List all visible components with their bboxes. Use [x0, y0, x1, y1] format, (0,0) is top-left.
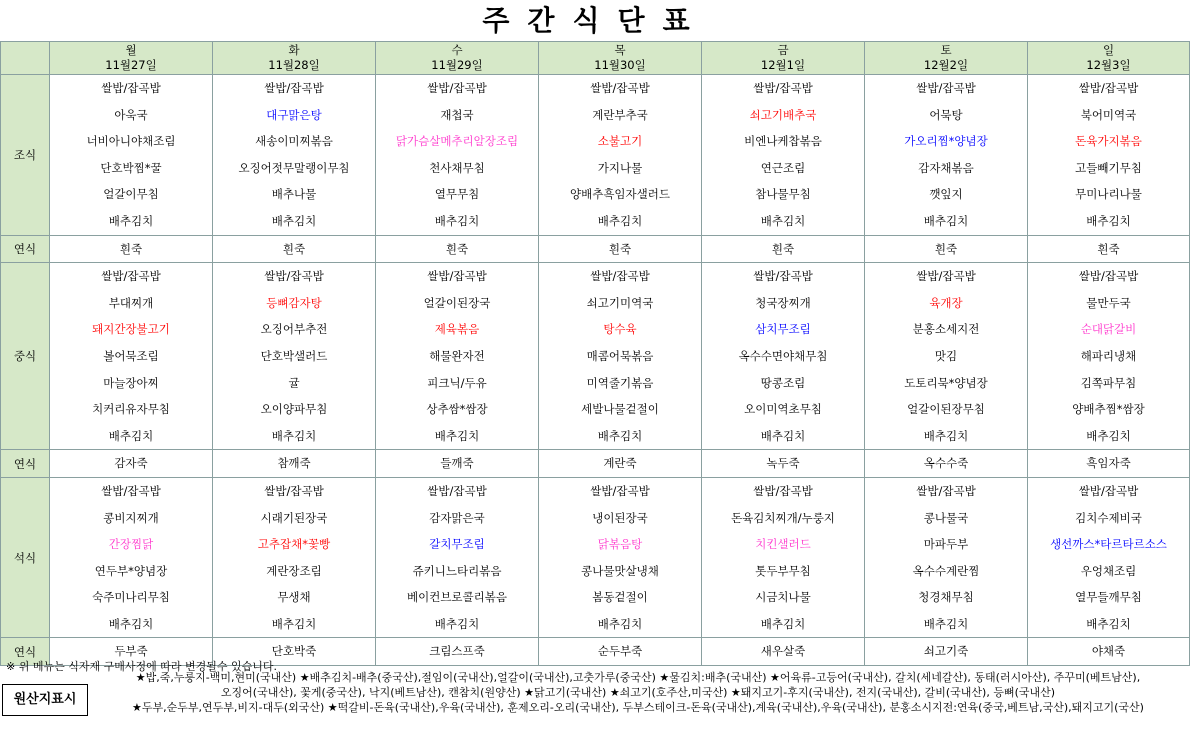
menu-cell — [213, 235, 376, 263]
menu-item: 흰죽 — [119, 241, 143, 256]
meal-row — [1, 235, 1190, 263]
menu-item: 열무무침 — [434, 187, 480, 202]
menu-item: 어묵탕 — [929, 107, 963, 122]
menu-item: 치커리유자무침 — [92, 402, 170, 417]
menu-cell — [376, 75, 539, 236]
menu-cell — [1028, 75, 1190, 236]
menu-item: 순대닭갈비 — [1080, 322, 1137, 337]
menu-item: 청경채무침 — [918, 590, 974, 605]
menu-item: 열무들깨무침 — [1075, 590, 1142, 605]
menu-item: 쌀밥/잡곡밥 — [101, 81, 161, 95]
day-date: 11월27일 — [105, 58, 157, 72]
day-header — [1028, 42, 1190, 75]
page-title: 주간식단표 — [482, 4, 708, 37]
menu-cell — [213, 477, 376, 638]
menu-item: 탕수육 — [603, 322, 637, 337]
menu-item: 재첩국 — [440, 107, 474, 122]
menu-cell — [1028, 477, 1190, 638]
menu-item: 청국장찌개 — [755, 295, 811, 310]
meal-label: 조식 — [1, 75, 50, 236]
menu-item: 닭볶음탕 — [597, 537, 643, 552]
menu-item: 감자죽 — [114, 456, 148, 471]
origin-info — [90, 670, 1186, 715]
menu-item: 쌀밥/잡곡밥 — [916, 483, 976, 498]
menu-item: 배추김치 — [108, 428, 154, 443]
menu-item: 배추김치 — [597, 213, 643, 228]
menu-item: 쌀밥/잡곡밥 — [427, 269, 487, 284]
menu-cell — [539, 477, 702, 638]
footer — [0, 658, 1190, 734]
menu-cell — [50, 263, 213, 450]
menu-item: 야채죽 — [1091, 644, 1126, 659]
menu-item: 양배추찜*쌈장 — [1072, 402, 1145, 417]
menu-item: 연근조림 — [760, 160, 806, 175]
menu-item: 도토리묵*양념장 — [904, 375, 988, 390]
menu-item: 오징어부추전 — [260, 322, 328, 337]
menu-item: 배추김치 — [1086, 213, 1131, 228]
day-header — [865, 42, 1028, 75]
menu-item: 연두부*양념장 — [94, 563, 168, 578]
menu-item: 배추김치 — [597, 428, 643, 443]
menu-item: 배추김치 — [434, 428, 480, 443]
day-header — [539, 42, 702, 75]
menu-item: 돈육김치찌개/누룽지 — [731, 510, 835, 525]
menu-item: 감자맑은국 — [429, 510, 485, 525]
menu-item: 쌀밥/잡곡밥 — [101, 269, 161, 284]
day-name: 금 — [777, 43, 789, 57]
menu-item: 배추김치 — [434, 213, 480, 228]
menu-item: 쌀밥/잡곡밥 — [1078, 81, 1139, 95]
menu-item: 쇠고기미역국 — [586, 295, 654, 310]
menu-item: 귤 — [288, 375, 300, 390]
menu-item: 쌀밥/잡곡밥 — [590, 269, 650, 284]
menu-cell — [702, 235, 865, 263]
menu-item: 배추김치 — [1086, 616, 1131, 631]
menu-item: 쌀밥/잡곡밥 — [753, 269, 813, 284]
menu-item: 깻잎지 — [929, 187, 963, 202]
origin-line: 오징어(국내산), 꽃게(중국산), 낙지(베트남산), 캔참치(원양산) ★닭고기(국내산) ★쇠고기(호주산,미국산) ★돼지고기-후지(국내산), 전지(국내산), 갈비(국내산), 등뼈(국내산) — [220, 686, 1056, 699]
menu-item: 흰죽 — [445, 241, 469, 256]
meal-label: 연식 — [1, 638, 50, 666]
menu-item: 배추김치 — [1086, 428, 1131, 443]
menu-item: 북어미역국 — [1080, 107, 1137, 122]
menu-item: 냉이된장국 — [592, 510, 648, 525]
menu-item: 무미나리나물 — [1075, 187, 1142, 202]
menu-item: 배추김치 — [923, 428, 969, 443]
menu-cell — [702, 450, 865, 478]
menu-item: 생선까스*타르타르소스 — [1050, 537, 1167, 552]
menu-item: 계란죽 — [603, 456, 637, 471]
origin-line: ★두부,순두부,연두부,비지-대두(외국산) ★떡갈비-돈육(국내산),우육(국내산), 훈제오리-오리(국내산), 두부스테이크-돈육(국내산),계육(국내산),우육(국내산), 분홍소시지전:연육(중국,베트남,국산),돼지고기(국산) — [132, 701, 1144, 714]
menu-item: 쌀밥/잡곡밥 — [427, 483, 487, 498]
menu-item: 배추김치 — [108, 616, 154, 631]
menu-item: 쌀밥/잡곡밥 — [916, 81, 976, 95]
menu-item: 갈치무조림 — [429, 537, 485, 552]
menu-item: 오이양파무침 — [260, 402, 328, 417]
menu-item: 단호박샐러드 — [260, 348, 328, 363]
day-name: 토 — [940, 43, 952, 57]
menu-item: 너비아니야채조림 — [86, 134, 176, 149]
day-header — [702, 42, 865, 75]
menu-item: 가오리찜*양념장 — [904, 134, 988, 149]
menu-item: 배추김치 — [108, 213, 154, 228]
day-name: 일 — [1102, 43, 1115, 57]
menu-item: 대구맑은탕 — [266, 107, 322, 122]
menu-item: 시금치나물 — [755, 590, 811, 605]
menu-cell — [213, 450, 376, 478]
menu-cell — [1028, 235, 1190, 263]
menu-item: 계란부추국 — [592, 107, 648, 122]
menu-item: 배추김치 — [271, 213, 317, 228]
menu-item: 고추잡채*꽃빵 — [257, 537, 331, 552]
menu-cell — [50, 75, 213, 236]
menu-item: 감자채볶음 — [918, 160, 974, 175]
menu-cell — [50, 450, 213, 478]
menu-item: 비엔나케찹볶음 — [744, 134, 822, 149]
menu-item: 배추나물 — [271, 187, 317, 202]
menu-item: 쌀밥/잡곡밥 — [427, 81, 487, 95]
menu-item: 마늘장아찌 — [103, 375, 159, 390]
menu-item: 우엉채조림 — [1080, 563, 1137, 578]
day-header — [376, 42, 539, 75]
menu-item: 얼갈이된장국 — [423, 295, 491, 310]
menu-item: 참나물무침 — [755, 187, 811, 202]
menu-cell — [376, 263, 539, 450]
menu-item: 단호박죽 — [271, 644, 317, 659]
menu-cell — [865, 450, 1028, 478]
menu-item: 쌀밥/잡곡밥 — [590, 81, 650, 95]
menu-item: 피크닉/두유 — [427, 375, 487, 390]
menu-item: 쌀밥/잡곡밥 — [264, 483, 324, 498]
menu-item: 쥬키니느타리볶음 — [412, 563, 502, 578]
menu-item: 고들빼기무침 — [1075, 160, 1142, 175]
day-date: 11월29일 — [431, 58, 483, 72]
menu-item: 가지나물 — [597, 160, 643, 175]
menu-item: 흰죽 — [282, 241, 306, 256]
menu-item: 쌀밥/잡곡밥 — [264, 269, 324, 284]
menu-cell — [865, 477, 1028, 638]
menu-cell — [539, 75, 702, 236]
menu-item: 오이미역초무침 — [744, 402, 822, 417]
menu-item: 옥수수계란찜 — [912, 563, 980, 578]
menu-item: 등뼈감자탕 — [266, 295, 322, 310]
menu-item: 단호박찜*꿀 — [100, 160, 162, 175]
menu-item: 배추김치 — [923, 213, 969, 228]
menu-item: 쌀밥/잡곡밥 — [590, 483, 650, 498]
menu-item: 참깨죽 — [277, 456, 311, 471]
menu-item: 흑임자죽 — [1086, 456, 1131, 471]
menu-item: 미역줄기볶음 — [586, 375, 654, 390]
menu-item: 흰죽 — [608, 241, 632, 256]
menu-item: 맛김 — [934, 348, 958, 363]
menu-item: 아욱국 — [114, 107, 148, 122]
menu-cell — [865, 75, 1028, 236]
menu-item: 양배추흑임자샐러드 — [570, 187, 670, 202]
menu-item: 무생채 — [277, 590, 311, 605]
menu-item: 김치수제비국 — [1075, 510, 1142, 525]
menu-item: 흰죽 — [771, 241, 795, 256]
menu-item: 배추김치 — [271, 616, 317, 631]
day-name: 월 — [125, 43, 137, 57]
menu-item: 부대찌개 — [108, 295, 154, 310]
menu-item: 배추김치 — [923, 616, 969, 631]
menu-item: 배추김치 — [597, 616, 643, 631]
menu-item: 봄동겉절이 — [592, 590, 648, 605]
menu-item: 콩나물맛살냉채 — [581, 563, 659, 578]
menu-item: 계란장조림 — [266, 563, 322, 578]
menu-cell — [865, 263, 1028, 450]
menu-item: 얼갈이된장무침 — [907, 402, 985, 417]
menu-cell — [213, 75, 376, 236]
menu-item: 녹두죽 — [766, 456, 800, 471]
menu-cell — [702, 75, 865, 236]
menu-item: 배추김치 — [760, 428, 806, 443]
menu-item: 흰죽 — [1097, 241, 1120, 256]
menu-item: 제육볶음 — [434, 322, 480, 337]
menu-item: 옥수수면야채무침 — [738, 348, 828, 363]
meal-label: 연식 — [1, 235, 50, 263]
menu-item: 매콤어묵볶음 — [586, 348, 654, 363]
menu-cell — [1028, 263, 1190, 450]
day-name: 수 — [451, 43, 463, 57]
menu-item: 땅콩조림 — [760, 375, 806, 390]
menu-item: 새송이미찌볶음 — [255, 134, 333, 149]
menu-item: 세발나물겉절이 — [581, 402, 659, 417]
menu-item: 쌀밥/잡곡밥 — [264, 81, 324, 95]
menu-item: 해파리냉채 — [1080, 348, 1137, 363]
day-date: 11월28일 — [268, 58, 320, 72]
meal-row — [1, 450, 1190, 478]
menu-item: 분홍소세지전 — [912, 322, 980, 337]
menu-item: 쌀밥/잡곡밥 — [753, 483, 813, 498]
day-date: 11월30일 — [594, 58, 646, 72]
menu-item: 얼갈이무침 — [103, 187, 159, 202]
menu-item: 크림스프죽 — [429, 644, 485, 659]
menu-item: 닭가슴살메추리알장조림 — [395, 134, 519, 149]
menu-item: 쌀밥/잡곡밥 — [1078, 483, 1139, 498]
menu-item: 쌀밥/잡곡밥 — [916, 269, 976, 284]
menu-item: 김쪽파무침 — [1080, 375, 1137, 390]
day-name: 목 — [614, 43, 626, 57]
meal-row — [1, 477, 1190, 638]
menu-item: 콩나물국 — [923, 510, 969, 525]
menu-cell — [50, 235, 213, 263]
menu-item: 콩비지찌개 — [103, 510, 159, 525]
menu-item: 두부죽 — [114, 644, 148, 659]
menu-item: 육개장 — [929, 295, 963, 310]
menu-cell — [539, 263, 702, 450]
menu-cell — [702, 263, 865, 450]
menu-item: 간장찜닭 — [108, 537, 154, 552]
menu-item: 오징어젓무말랭이무침 — [238, 160, 350, 175]
menu-item: 시래기된장국 — [260, 510, 328, 525]
menu-item: 볼어묵조림 — [103, 348, 159, 363]
menu-item: 소불고기 — [597, 134, 643, 149]
menu-item: 톳두부무침 — [755, 563, 811, 578]
corner-cell — [1, 42, 50, 75]
menu-item: 쌀밥/잡곡밥 — [101, 483, 161, 498]
menu-cell — [865, 235, 1028, 263]
menu-cell — [376, 235, 539, 263]
menu-item: 배추김치 — [271, 428, 317, 443]
meal-row — [1, 75, 1190, 236]
menu-item: 흰죽 — [934, 241, 958, 256]
menu-item: 쌀밥/잡곡밥 — [753, 81, 813, 95]
menu-item: 삼치무조림 — [755, 322, 811, 337]
menu-cell — [376, 450, 539, 478]
menu-cell — [1028, 450, 1190, 478]
menu-item: 쇠고기죽 — [923, 644, 969, 659]
day-date: 12월1일 — [760, 58, 806, 72]
menu-cell — [539, 235, 702, 263]
menu-item: 베이컨브로콜리볶음 — [407, 590, 507, 605]
day-header — [50, 42, 213, 75]
menu-item: 쌀밥/잡곡밥 — [1078, 269, 1139, 284]
footer-note: ※ 위 메뉴는 식자재 구매사정에 따라 변경될수 있습니다. — [6, 660, 277, 673]
menu-item: 돼지간장불고기 — [92, 322, 170, 337]
day-name: 화 — [288, 43, 300, 57]
origin-line: ★밥,죽,누룽지-백미,현미(국내산) ★배추김치-배추(중국산),절임이(국내산),얼갈이(국내산),고춧가루(중국산) ★물김치:배추(국내산) ★어육류-고등어(국내산), 갈치(세네갈산), 동태(러시아산), 주꾸미(베트남산), — [135, 671, 1141, 684]
day-header — [213, 42, 376, 75]
menu-cell — [213, 263, 376, 450]
day-date: 12월3일 — [1086, 58, 1131, 72]
origin-label: 원산지표시 — [2, 684, 88, 716]
menu-item: 돈육가지볶음 — [1075, 134, 1142, 149]
menu-item: 배추김치 — [760, 213, 806, 228]
menu-item: 치킨샐러드 — [755, 537, 811, 552]
menu-item: 물만두국 — [1086, 295, 1131, 310]
menu-item: 숙주미나리무침 — [92, 590, 170, 605]
menu-item: 순두부죽 — [597, 644, 643, 659]
menu-item: 새우살죽 — [760, 644, 806, 659]
menu-item: 들깨죽 — [440, 456, 474, 471]
menu-item: 배추김치 — [434, 616, 480, 631]
meal-label: 중식 — [1, 263, 50, 450]
weekly-menu-table — [0, 41, 1190, 666]
menu-item: 마파두부 — [923, 537, 969, 552]
menu-cell — [376, 477, 539, 638]
menu-item: 옥수수죽 — [923, 456, 969, 471]
menu-item: 쇠고기배추국 — [749, 107, 817, 122]
menu-item: 천사채무침 — [429, 160, 485, 175]
meal-label: 연식 — [1, 450, 50, 478]
menu-cell — [702, 477, 865, 638]
meal-row — [1, 263, 1190, 450]
menu-item: 상추쌈*쌈장 — [426, 402, 488, 417]
meal-label: 석식 — [1, 477, 50, 638]
menu-item: 해물완자전 — [429, 348, 485, 363]
menu-cell — [539, 450, 702, 478]
day-date: 12월2일 — [923, 58, 969, 72]
menu-cell — [50, 477, 213, 638]
menu-item: 배추김치 — [760, 616, 806, 631]
